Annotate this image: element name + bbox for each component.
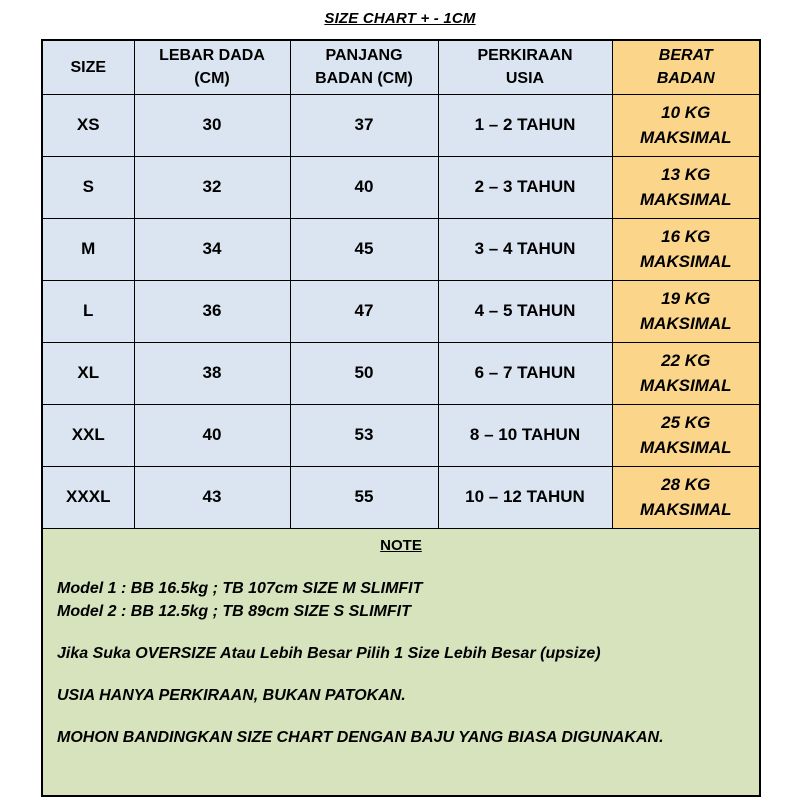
note-oversize: Jika Suka OVERSIZE Atau Lebih Besar Pilih 1 Size Lebih Besar (upsize) xyxy=(57,644,601,662)
table-row-xs xyxy=(42,94,760,156)
usia-cell: 6 – 7 TAHUN xyxy=(438,342,612,404)
berat-badan-cell xyxy=(612,280,760,342)
header-panjang-line1: PANJANG xyxy=(325,47,403,65)
berat-kg: 10 KG xyxy=(661,102,711,122)
berat-maksimal: MAKSIMAL xyxy=(639,500,732,519)
table-row-l xyxy=(42,280,760,342)
berat-maksimal: MAKSIMAL xyxy=(639,438,732,457)
berat-maksimal: MAKSIMAL xyxy=(639,376,732,395)
usia-cell: 3 – 4 TAHUN xyxy=(438,218,612,280)
usia-cell: 4 – 5 TAHUN xyxy=(438,280,612,342)
note-bandingkan: MOHON BANDINGKAN SIZE CHART DENGAN BAJU YANG BIASA DIGUNAKAN. xyxy=(57,728,664,746)
header-panjang-line2: BADAN (CM) xyxy=(315,70,413,88)
lebar-dada-cell: 30 xyxy=(134,94,290,156)
usia-cell: 1 – 2 TAHUN xyxy=(438,94,612,156)
size-cell: XL xyxy=(42,342,134,404)
note-section xyxy=(42,528,760,796)
header-panjang-badan xyxy=(290,40,438,94)
panjang-badan-cell: 47 xyxy=(290,280,438,342)
berat-kg: 19 KG xyxy=(661,288,711,308)
berat-maksimal: MAKSIMAL xyxy=(639,252,732,271)
berat-badan-cell xyxy=(612,94,760,156)
header-usia-line1: PERKIRAAN xyxy=(477,47,573,65)
panjang-badan-cell: 40 xyxy=(290,156,438,218)
size-cell: L xyxy=(42,280,134,342)
size-cell: S xyxy=(42,156,134,218)
lebar-dada-cell: 36 xyxy=(134,280,290,342)
table-row-xl xyxy=(42,342,760,404)
lebar-dada-cell: 34 xyxy=(134,218,290,280)
berat-maksimal: MAKSIMAL xyxy=(639,128,732,147)
berat-kg: 13 KG xyxy=(661,164,711,184)
table-row-m xyxy=(42,218,760,280)
berat-maksimal: MAKSIMAL xyxy=(639,190,732,209)
panjang-badan-cell: 53 xyxy=(290,404,438,466)
note-title-text: NOTE xyxy=(380,536,422,554)
berat-kg: 16 KG xyxy=(661,226,711,246)
table-row-xxl xyxy=(42,404,760,466)
berat-badan-cell xyxy=(612,404,760,466)
table-row-xxxl xyxy=(42,466,760,528)
berat-kg: 22 KG xyxy=(661,350,711,370)
berat-maksimal: MAKSIMAL xyxy=(639,314,732,333)
berat-kg: 28 KG xyxy=(661,474,711,494)
berat-badan-cell xyxy=(612,156,760,218)
header-lebar-line2: (CM) xyxy=(194,70,230,88)
header-size-label: SIZE xyxy=(70,58,107,76)
note-usia: USIA HANYA PERKIRAAN, BUKAN PATOKAN. xyxy=(57,686,406,704)
note-title xyxy=(57,537,745,554)
size-cell: M xyxy=(42,218,134,280)
usia-cell: 10 – 12 TAHUN xyxy=(438,466,612,528)
berat-kg: 25 KG xyxy=(661,412,711,432)
header-size xyxy=(42,40,134,94)
note-model1: Model 1 : BB 16.5kg ; TB 107cm SIZE M SLIMFIT xyxy=(57,579,423,597)
lebar-dada-cell: 32 xyxy=(134,156,290,218)
size-cell: XS xyxy=(42,94,134,156)
page-title: SIZE CHART + - 1CM xyxy=(324,10,476,27)
usia-cell: 8 – 10 TAHUN xyxy=(438,404,612,466)
header-lebar-dada xyxy=(134,40,290,94)
size-cell: XXXL xyxy=(42,466,134,528)
note-row xyxy=(42,528,760,796)
header-usia-line2: USIA xyxy=(505,70,545,88)
header-berat-badan xyxy=(612,40,760,94)
table-header-row xyxy=(42,40,760,94)
size-chart-table xyxy=(41,39,761,797)
header-lebar-line1: LEBAR DADA xyxy=(159,47,265,65)
lebar-dada-cell: 40 xyxy=(134,404,290,466)
panjang-badan-cell: 37 xyxy=(290,94,438,156)
usia-cell: 2 – 3 TAHUN xyxy=(438,156,612,218)
size-cell: XXL xyxy=(42,404,134,466)
table-row-s xyxy=(42,156,760,218)
berat-badan-cell xyxy=(612,466,760,528)
lebar-dada-cell: 43 xyxy=(134,466,290,528)
lebar-dada-cell: 38 xyxy=(134,342,290,404)
header-berat-line2: BADAN xyxy=(656,70,715,88)
header-perkiraan-usia xyxy=(438,40,612,94)
note-model2: Model 2 : BB 12.5kg ; TB 89cm SIZE S SLIMFIT xyxy=(57,602,411,620)
panjang-badan-cell: 50 xyxy=(290,342,438,404)
header-berat-line1: BERAT xyxy=(658,47,713,65)
berat-badan-cell xyxy=(612,218,760,280)
panjang-badan-cell: 55 xyxy=(290,466,438,528)
panjang-badan-cell: 45 xyxy=(290,218,438,280)
berat-badan-cell xyxy=(612,342,760,404)
